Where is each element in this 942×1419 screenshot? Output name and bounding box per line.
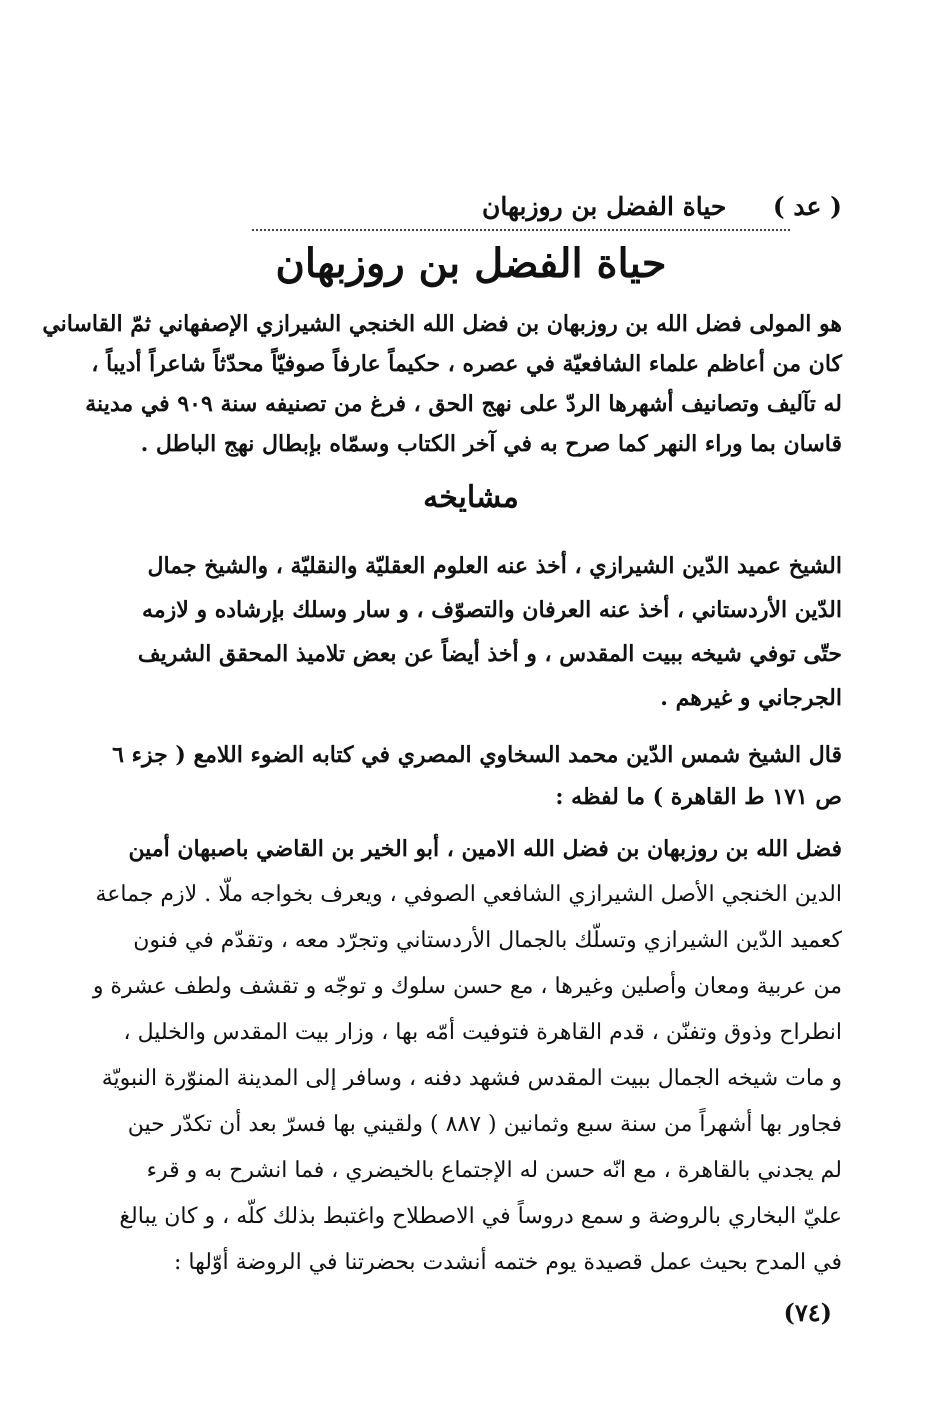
teachers-paragraph — [102, 544, 842, 720]
intro-line: هو المولى فضل الله بن روزبهان بن فضل الله الخنجي الشيرازي الإصفهاني ثمّ القاساني — [42, 311, 842, 337]
intro-paragraph — [42, 304, 842, 464]
running-header — [252, 186, 842, 226]
header-label: ( عد ) — [772, 191, 842, 221]
teachers-line: الشيخ عميد الدّين الشيرازي ، أخذ عنه العلوم العقليّة والنقليّة ، والشيخ جمال — [147, 553, 842, 579]
teachers-line: الجرجاني و غيرهم . — [660, 685, 842, 711]
header-divider — [252, 229, 790, 231]
quote-line: فجاور بها أشهراً من سنة سبع وثمانين ( ٨٨٧ ) ولقيني بها فسرّ بعد أن تكدّر حين — [127, 1112, 842, 1137]
quote-line: من عربية ومعان وأصلين وغيرها ، مع حسن سلوك و توجّه و تقشف ولطف عشرة و — [92, 974, 842, 999]
intro-line: كان من أعاظم علماء الشافعيّة في عصره ، حكيماً عارفاً صوفيّاً محدّثاً شاعراً أديباً ، — [91, 351, 842, 377]
teachers-line: الدّين الأردستاني ، أخذ عنه العرفان والتصوّف ، و سار وسلك بإرشاده و لازمه — [142, 597, 842, 623]
quote-intro-line: قال الشيخ شمس الدّين محمد السخاوي المصري في كتابه الضوء اللامع ( جزء ٦ — [112, 742, 842, 768]
quote-line: الدين الخنجي الأصل الشيرازي الشافعي الصوفي ، ويعرف بخواجه ملّا . لازم جماعة — [95, 882, 842, 907]
quote-line: فضل الله بن روزبهان بن فضل الله الامين ، أبو الخير بن القاضي باصبهان أمين — [128, 836, 842, 862]
quote-line: كعميد الدّين الشيرازي وتسلّك بالجمال الأردستاني وتجرّد معه ، وتقدّم في فنون — [133, 928, 842, 953]
quote-line: انطراح وذوق وتفنّن ، قدم القاهرة فتوفيت أمّه بها ، وزار بيت المقدس والخليل ، — [123, 1020, 842, 1045]
quote-intro-line: ص ١٧١ ط القاهرة ) ما لفظه : — [555, 784, 842, 810]
page-title: حياة الفضل بن روزبهان — [275, 240, 667, 287]
section-heading: مشايخه — [423, 480, 519, 515]
page-number: (٧٤) — [783, 1298, 832, 1327]
quote-line: لم يجدني بالقاهرة ، مع انّه حسن له الإجتماع بالخيضري ، فما انشرح به و قرء — [146, 1158, 842, 1183]
quote-paragraph — [92, 826, 842, 1286]
intro-line: قاسان بما وراء النهر كما صرح به في آخر الكتاب وسمّاه بإبطال نهج الباطل . — [140, 431, 842, 457]
intro-line: له تآليف وتصانيف أشهرها الردّ على نهج الحق ، فرغ من تصنيفه سنة ٩٠٩ في مدينة — [85, 391, 842, 417]
header-title: حياة الفضل بن روزبهان — [482, 191, 727, 221]
quote-line: في المدح بحيث عمل قصيدة يوم ختمه أنشدت بحضرتنا في الروضة أوّلها : — [173, 1250, 842, 1275]
quote-line: عليّ البخاري بالروضة و سمع دروساً في الاصطلاح واغتبط بذلك كلّه ، و كان يبالغ — [119, 1204, 842, 1229]
quote-intro-paragraph — [102, 734, 842, 818]
quote-line: و مات شيخه الجمال ببيت المقدس فشهد دفنه ، وسافر إلى المدينة المنوّرة النبويّة — [101, 1066, 842, 1091]
teachers-line: حتّى توفي شيخه ببيت المقدس ، و أخذ أيضاً عن بعض تلاميذ المحقق الشريف — [137, 641, 842, 667]
